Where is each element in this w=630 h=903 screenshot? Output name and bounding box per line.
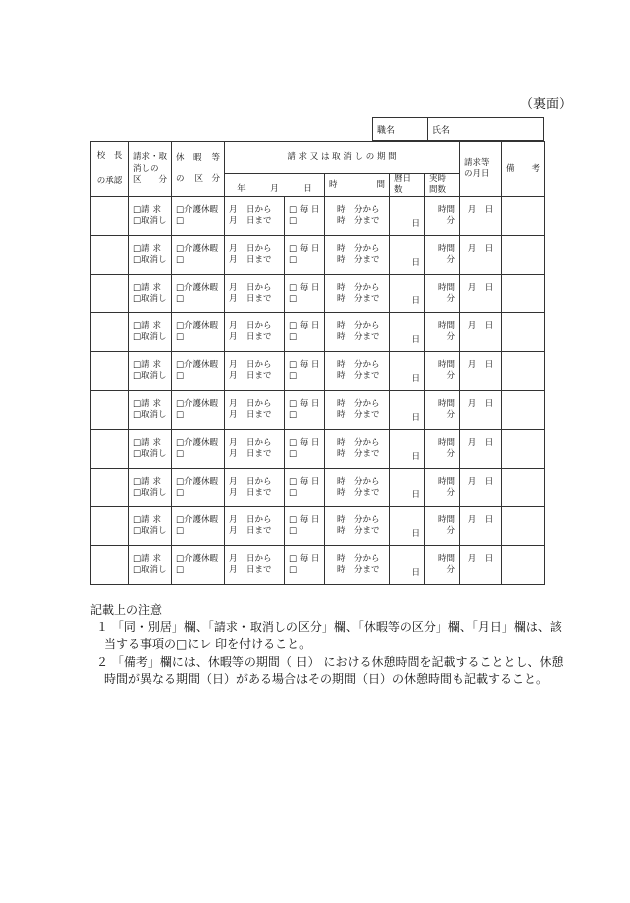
remarks-cell[interactable] [502,391,545,430]
calendar-days-cell[interactable]: 日 [390,468,425,507]
table-row [91,546,545,585]
calendar-days-cell[interactable]: 日 [390,352,425,391]
actual-hours-cell[interactable]: 時間 分 [425,352,460,391]
calendar-days-cell[interactable]: 日 [390,507,425,546]
remarks-cell[interactable] [502,274,545,313]
leave-type-cell[interactable]: □介護休暇 □ [172,274,225,313]
actual-hours-cell[interactable]: 時間 分 [425,507,460,546]
notes-title: 記載上の注意 [90,603,163,617]
date-range-cell[interactable]: 月 日から 月 日まで [225,429,285,468]
date-range-cell[interactable]: 月 日から 月 日まで [225,352,285,391]
daily-cell[interactable]: □ 毎 日 □ [285,507,325,546]
position-label: 職名 [373,118,428,141]
header-remarks: 備 考 [502,142,545,197]
date-range-cell[interactable]: 月 日から 月 日まで [225,313,285,352]
remarks-cell[interactable] [502,352,545,391]
time-range-cell[interactable]: 時 分から 時 分まで [325,391,390,430]
actual-hours-cell[interactable]: 時間 分 [425,391,460,430]
leave-type-cell[interactable]: □介護休暇 □ [172,429,225,468]
table-row [91,507,545,546]
time-range-cell[interactable]: 時 分から 時 分まで [325,507,390,546]
header-time: 時 間 [325,174,390,197]
leave-type-cell[interactable]: □介護休暇 □ [172,352,225,391]
approval-cell[interactable] [91,274,129,313]
leave-type-cell[interactable]: □介護休暇 □ [172,468,225,507]
actual-hours-cell[interactable]: 時間 分 [425,197,460,236]
header-calendar-days: 暦日 数 [390,174,425,197]
header-date: 年 月 日 [225,174,325,197]
name-label: 氏名 [428,118,544,141]
remarks-cell[interactable] [502,197,545,236]
calendar-days-cell[interactable]: 日 [390,274,425,313]
calendar-days-cell[interactable]: 日 [390,391,425,430]
date-range-cell[interactable]: 月 日から 月 日まで [225,468,285,507]
calendar-days-cell[interactable]: 日 [390,313,425,352]
request-cancel-cell[interactable]: □請 求 □取消し [129,313,172,352]
date-range-cell[interactable]: 月 日から 月 日まで [225,546,285,585]
actual-hours-cell[interactable]: 時間 分 [425,235,460,274]
request-date-cell[interactable]: 月 日 [460,274,502,313]
request-cancel-cell[interactable]: □請 求 □取消し [129,274,172,313]
request-cancel-cell[interactable]: □請 求 □取消し [129,391,172,430]
time-range-cell[interactable]: 時 分から 時 分まで [325,235,390,274]
request-cancel-cell[interactable]: □請 求 □取消し [129,429,172,468]
request-cancel-cell[interactable]: □請 求 □取消し [129,197,172,236]
remarks-cell[interactable] [502,468,545,507]
approval-cell[interactable] [91,391,129,430]
time-range-cell[interactable]: 時 分から 時 分まで [325,274,390,313]
request-cancel-cell[interactable]: □請 求 □取消し [129,235,172,274]
request-date-cell[interactable]: 月 日 [460,507,502,546]
time-range-cell[interactable]: 時 分から 時 分まで [325,352,390,391]
request-date-cell[interactable]: 月 日 [460,546,502,585]
header-request-cancel: 請求・取 消しの 区 分 [129,142,172,197]
table-row [91,197,545,236]
leave-type-cell[interactable]: □介護休暇 □ [172,235,225,274]
daily-cell[interactable]: □ 毎 日 □ [285,429,325,468]
approval-cell[interactable] [91,468,129,507]
date-range-cell[interactable]: 月 日から 月 日まで [225,274,285,313]
request-date-cell[interactable]: 月 日 [460,235,502,274]
leave-type-cell[interactable]: □介護休暇 □ [172,507,225,546]
leave-rows [91,197,545,585]
calendar-days-cell[interactable]: 日 [390,235,425,274]
request-date-cell[interactable]: 月 日 [460,391,502,430]
leave-type-cell[interactable]: □介護休暇 □ [172,197,225,236]
leave-table [90,141,545,585]
request-date-cell[interactable]: 月 日 [460,352,502,391]
table-row [91,313,545,352]
time-range-cell[interactable]: 時 分から 時 分まで [325,429,390,468]
daily-cell[interactable]: □ 毎 日 □ [285,274,325,313]
approval-cell[interactable] [91,313,129,352]
remarks-cell[interactable] [502,507,545,546]
actual-hours-cell[interactable]: 時間 分 [425,313,460,352]
table-row [91,235,545,274]
calendar-days-cell[interactable]: 日 [390,429,425,468]
remarks-cell[interactable] [502,235,545,274]
calendar-days-cell[interactable]: 日 [390,197,425,236]
header-row-top [91,142,545,174]
date-range-cell[interactable]: 月 日から 月 日まで [225,507,285,546]
time-range-cell[interactable]: 時 分から 時 分まで [325,313,390,352]
leave-type-cell[interactable]: □介護休暇 □ [172,546,225,585]
request-date-cell[interactable]: 月 日 [460,468,502,507]
approval-cell[interactable] [91,352,129,391]
actual-hours-cell[interactable]: 時間 分 [425,429,460,468]
daily-cell[interactable]: □ 毎 日 □ [285,313,325,352]
note-item-2: ２ 「備考」欄には、休暇等の期間（ 日） における休憩時間を記載することとし、休憩時間が異なる期間（日）がある場合はその期間（日）の休憩時間も記載すること。 [96,654,564,686]
table-row [91,429,545,468]
table-row [91,352,545,391]
calendar-days-cell[interactable]: 日 [390,546,425,585]
request-cancel-cell[interactable]: □請 求 □取消し [129,507,172,546]
date-range-cell[interactable]: 月 日から 月 日まで [225,235,285,274]
header-request-date: 請求等 の月日 [460,142,502,197]
table-row [91,468,545,507]
approval-cell[interactable] [91,546,129,585]
note-item-1: １ 「同・別居」欄、「請求・取消しの区分」欄、「休暇等の区分」欄、「月日」欄は、該当する事項の□にレ 印を付けること。 [96,620,562,652]
approval-cell[interactable] [91,429,129,468]
time-range-cell[interactable]: 時 分から 時 分まで [325,546,390,585]
name-table [372,117,544,141]
daily-cell[interactable]: □ 毎 日 □ [285,352,325,391]
remarks-cell[interactable] [502,546,545,585]
daily-cell[interactable]: □ 毎 日 □ [285,235,325,274]
time-range-cell[interactable]: 時 分から 時 分まで [325,468,390,507]
leave-type-cell[interactable]: □介護休暇 □ [172,313,225,352]
request-date-cell[interactable]: 月 日 [460,429,502,468]
time-range-cell[interactable]: 時 分から 時 分まで [325,197,390,236]
approval-cell[interactable] [91,507,129,546]
header-principal: 校 長 の承認 [91,142,129,197]
header-leave-type: 休 暇 等 の 区 分 [172,142,225,197]
request-date-cell[interactable]: 月 日 [460,197,502,236]
request-cancel-cell[interactable]: □請 求 □取消し [129,546,172,585]
actual-hours-cell[interactable]: 時間 分 [425,274,460,313]
daily-cell[interactable]: □ 毎 日 □ [285,391,325,430]
header-period: 請 求 又 は 取 消 し の 期 間 [225,142,460,174]
date-range-cell[interactable]: 月 日から 月 日まで [225,391,285,430]
leave-type-cell[interactable]: □介護休暇 □ [172,391,225,430]
table-row [91,274,545,313]
notes-section [90,602,570,688]
header-actual-hours: 実時 間数 [425,174,460,197]
request-date-cell[interactable]: 月 日 [460,313,502,352]
request-cancel-cell[interactable]: □請 求 □取消し [129,468,172,507]
request-cancel-cell[interactable]: □請 求 □取消し [129,352,172,391]
remarks-cell[interactable] [502,313,545,352]
table-row [91,391,545,430]
daily-cell[interactable]: □ 毎 日 □ [285,197,325,236]
daily-cell[interactable]: □ 毎 日 □ [285,468,325,507]
page-side-label: （裏面） [520,97,573,112]
actual-hours-cell[interactable]: 時間 分 [425,546,460,585]
daily-cell[interactable]: □ 毎 日 □ [285,546,325,585]
approval-cell[interactable] [91,235,129,274]
actual-hours-cell[interactable]: 時間 分 [425,468,460,507]
date-range-cell[interactable]: 月 日から 月 日まで [225,197,285,236]
approval-cell[interactable] [91,197,129,236]
remarks-cell[interactable] [502,429,545,468]
